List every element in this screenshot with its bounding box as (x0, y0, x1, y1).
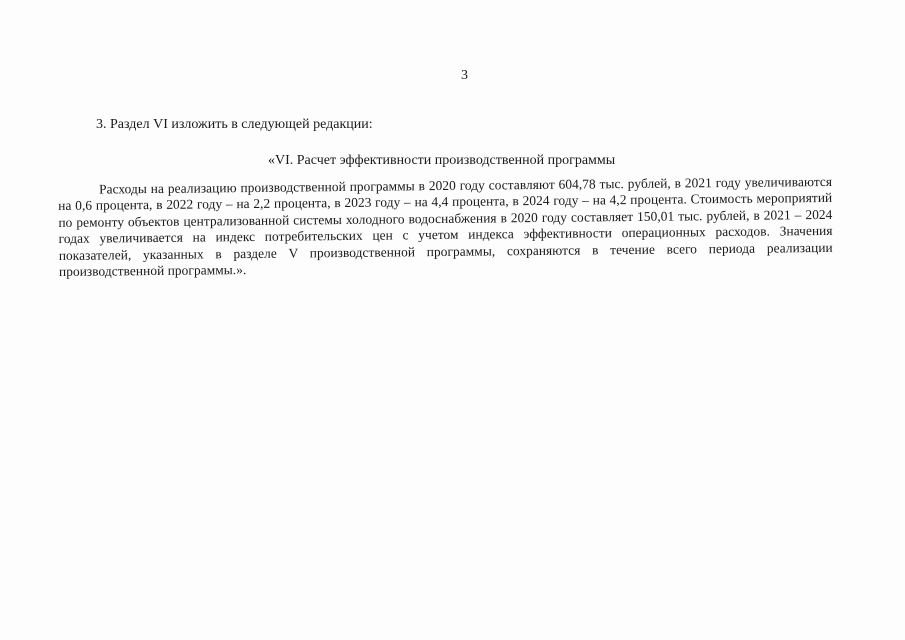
body-paragraph: Расходы на реализацию производственной программы в 2020 году составляют 604,78 тыс. рублей, в 2021 году увеличиваются на 0,6 процента, в 2022 году – на 2,2 процента, в 2023 году – на 4,4 процента, в 2024 году – на 4,2 процента. Стоимость мероприятий по ремонту объектов централизованной системы холодного водоснабжения в 2020 году составляет 150,01 тыс. рублей, в 2021 – 2024 годах увеличивается на индекс потребительских цен с учетом индекса эффективности операционных расходов. Значения показателей, указанных в разделе V производственной программы, сохраняются в течение всего периода реализации производственной программы.». (58, 173, 833, 280)
page-number: 3 (461, 68, 468, 83)
section-heading: «VI. Расчет эффективности производственной программы (268, 153, 616, 168)
section-intro: 3. Раздел VI изложить в следующей редакции: (96, 117, 373, 132)
